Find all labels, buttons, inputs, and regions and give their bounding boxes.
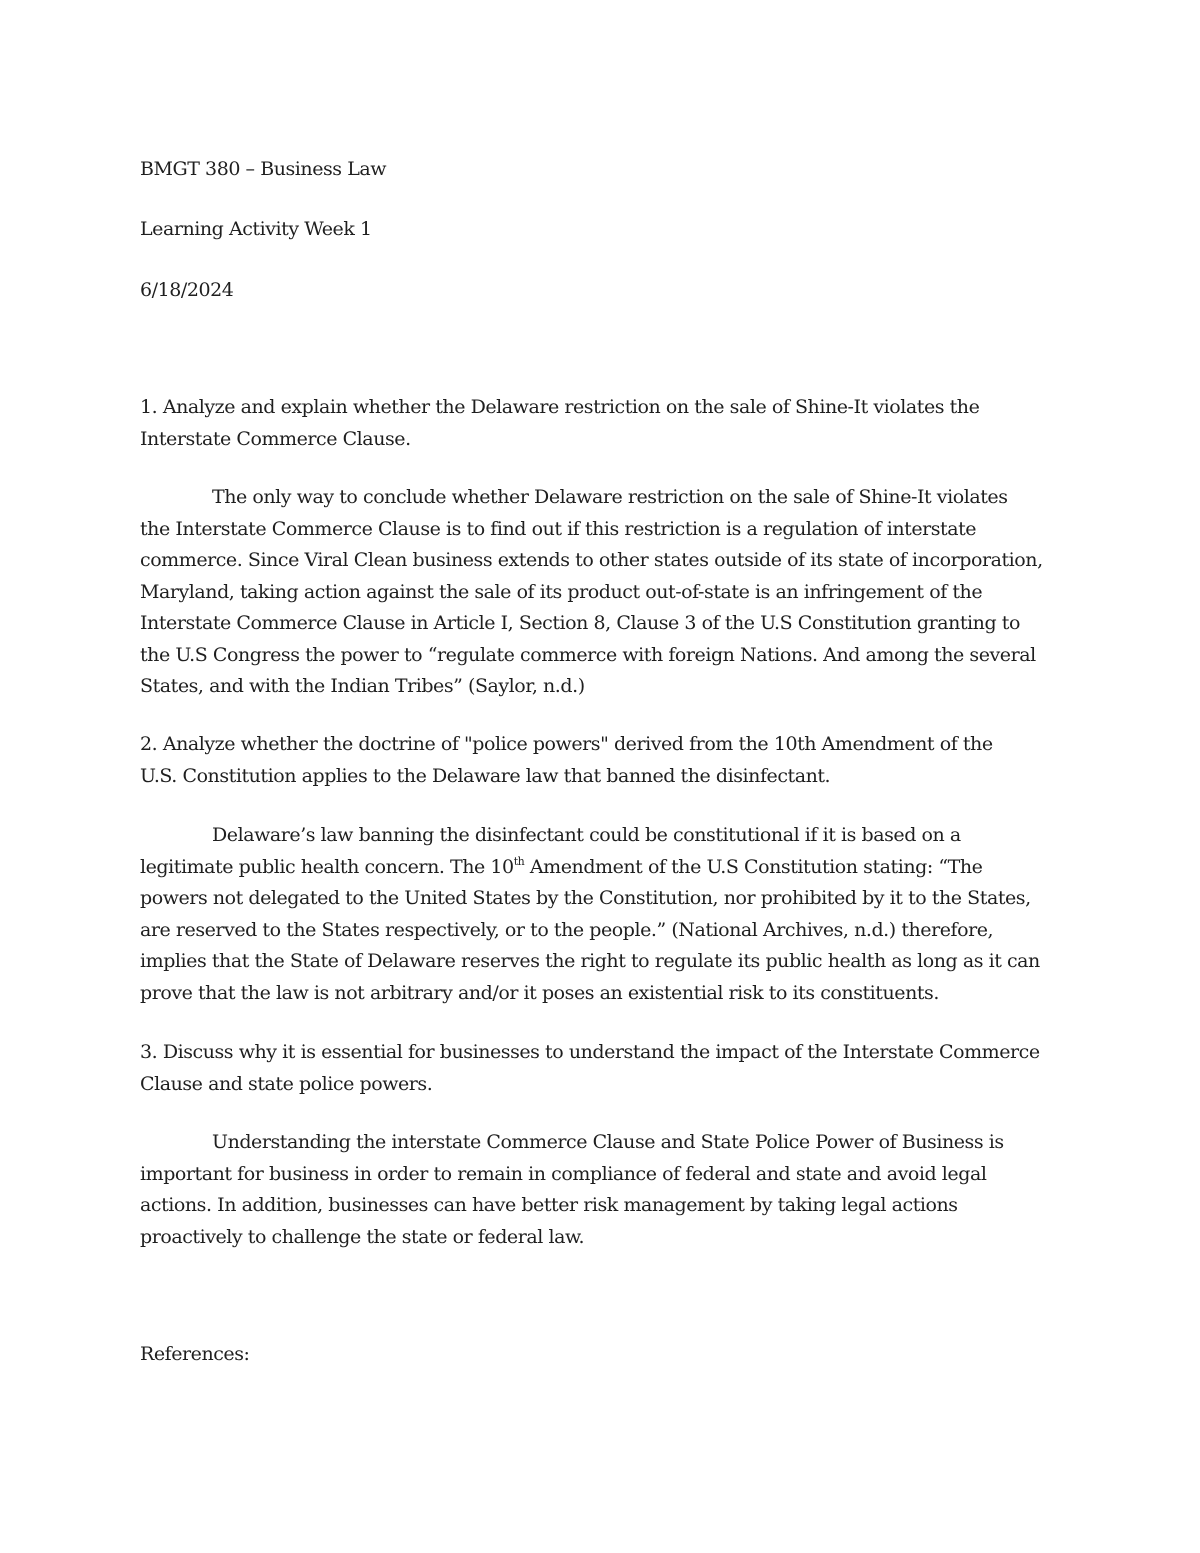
answer-1-line: States, and with the Indian Tribes” (Saylor, n.d.) [140, 675, 585, 697]
course-title: BMGT 380 – Business Law [140, 158, 387, 180]
answer-3-line: important for business in order to remain in compliance of federal and state and avoid legal [140, 1162, 987, 1185]
question-2-prompt-line: U.S. Constitution applies to the Delaware law that banned the disinfectant. [140, 764, 831, 787]
question-1-prompt [140, 392, 1060, 455]
question-2-prompt [140, 729, 1060, 792]
answer-2-line-text: Amendment of the U.S Constitution stating: “The [524, 855, 983, 878]
question-3-prompt-line: 3. Discuss why it is essential for businesses to understand the impact of the Interstate Commerce [140, 1041, 1040, 1063]
answer-2-line-text: legitimate public health concern. The 10 [140, 855, 514, 878]
document-date: 6/18/2024 [140, 279, 234, 301]
answer-2-line: powers not delegated to the United States by the Constitution, nor prohibited by it to the States, [140, 887, 1031, 909]
answer-2-line: implies that the State of Delaware reserves the right to regulate its public health as long as it can [140, 950, 1040, 972]
answer-2-line: Delaware’s law banning the disinfectant could be constitutional if it is based on a [212, 824, 961, 846]
answer-2-line-with-superscript [140, 852, 1060, 884]
activity-title: Learning Activity Week 1 [140, 218, 372, 240]
references-heading: References: [140, 1343, 250, 1365]
question-1-prompt-line: Interstate Commerce Clause. [140, 427, 411, 450]
answer-1-line: the Interstate Commerce Clause is to find out if this restriction is a regulation of interstate [140, 517, 977, 540]
question-2-prompt-line: 2. Analyze whether the doctrine of "police powers" derived from the 10th Amendment of the [140, 733, 993, 755]
answer-1-line: Interstate Commerce Clause in Article I, Section 8, Clause 3 of the U.S Constitution granting to [140, 612, 1020, 634]
answer-2-line: prove that the law is not arbitrary and/or it poses an existential risk to its constituents. [140, 981, 939, 1004]
answer-3-line: proactively to challenge the state or federal law. [140, 1225, 585, 1248]
question-3-prompt-line: Clause and state police powers. [140, 1072, 433, 1095]
answer-1-line: commerce. Since Viral Clean business extends to other states outside of its state of incorporation, [140, 549, 1043, 571]
answer-1-line: the U.S Congress the power to “regulate commerce with foreign Nations. And among the several [140, 643, 1036, 666]
ordinal-superscript: th [513, 854, 525, 868]
answer-2-line: are reserved to the States respectively, or to the people.” (National Archives, n.d.) therefore, [140, 918, 994, 941]
question-1-answer [140, 482, 1060, 703]
question-3-prompt [140, 1037, 1060, 1100]
answer-1-line: Maryland, taking action against the sale of its product out-of-state is an infringement of the [140, 580, 983, 603]
answer-1-line: The only way to conclude whether Delaware restriction on the sale of Shine-It violates [212, 486, 1008, 508]
answer-3-line: actions. In addition, businesses can have better risk management by taking legal actions [140, 1194, 958, 1216]
question-2-answer [140, 820, 1060, 1009]
question-3-answer [140, 1127, 1060, 1253]
question-1-prompt-line: 1. Analyze and explain whether the Delaware restriction on the sale of Shine-It violates the [140, 396, 980, 418]
answer-3-line: Understanding the interstate Commerce Clause and State Police Power of Business is [212, 1131, 1004, 1153]
